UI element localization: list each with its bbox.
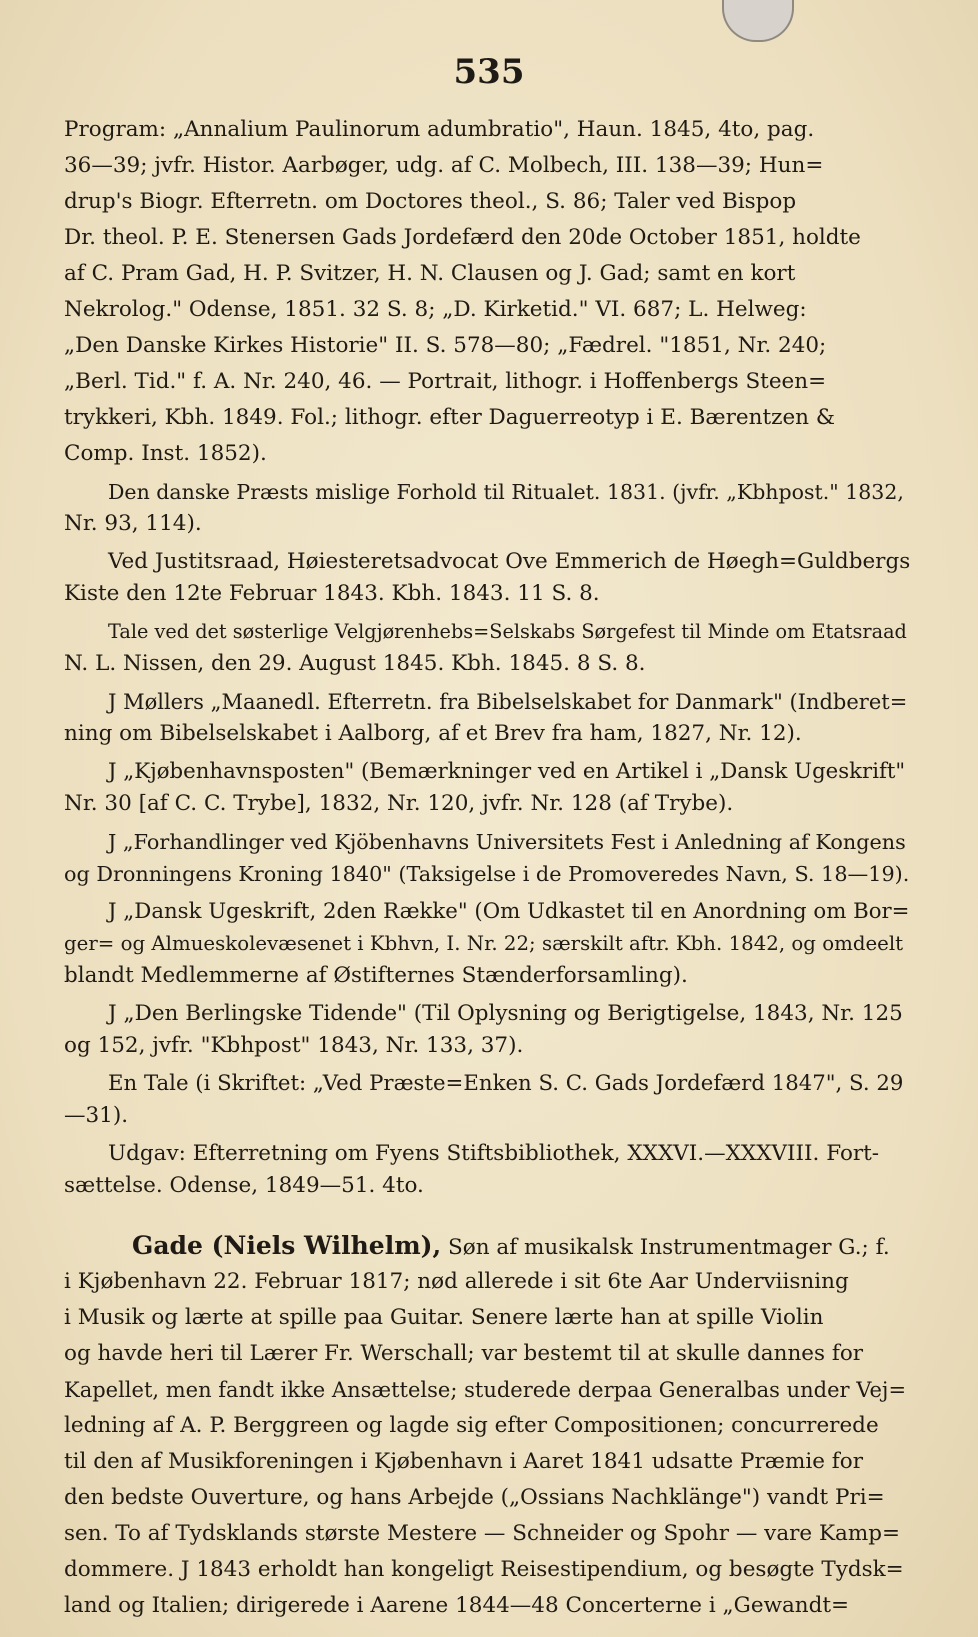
text-line: Program: „Annalium Paulinorum adumbratio", Haun. 1845, 4to, pag. bbox=[64, 117, 815, 142]
text-line: sen. To af Tydsklands største Mestere — Schneider og Spohr — vare Kamp= bbox=[64, 1521, 901, 1546]
text-line: ledning af A. P. Berggreen og lagde sig efter Compositionen; concurrerede bbox=[64, 1413, 879, 1438]
text-line: J „Forhandlinger ved Kjöbenhavns Universitets Fest i Anledning af Kongens bbox=[108, 830, 906, 854]
text-line: blandt Medlemmerne af Østifternes Stænderforsamling). bbox=[64, 963, 688, 988]
text-line: „Berl. Tid." f. A. Nr. 240, 46. — Portrait, lithogr. i Hoffenbergs Steen= bbox=[64, 369, 827, 394]
entry-first-line bbox=[132, 1232, 890, 1262]
text-line: dommere. J 1843 erholdt han kongeligt Reisestipendium, og besøgte Tydsk= bbox=[64, 1557, 904, 1582]
text-line: J „Den Berlingske Tidende" (Til Oplysning og Berigtigelse, 1843, Nr. 125 bbox=[108, 1001, 903, 1026]
text-line: til den af Musikforeningen i Kjøbenhavn i Aaret 1841 udsatte Præmie for bbox=[64, 1449, 863, 1474]
text-line: ning om Bibelselskabet i Aalborg, af et Brev fra ham, 1827, Nr. 12). bbox=[64, 721, 802, 746]
text-line: og 152, jvfr. "Kbhpost" 1843, Nr. 133, 37). bbox=[64, 1033, 524, 1058]
text-line: af C. Pram Gad, H. P. Svitzer, H. N. Clausen og J. Gad; samt en kort bbox=[64, 261, 796, 286]
text-line: Comp. Inst. 1852). bbox=[64, 441, 267, 466]
text-line: Tale ved det søsterlige Velgjørenhebs=Selskabs Sørgefest til Minde om Etatsraad bbox=[108, 620, 907, 643]
text-line: trykkeri, Kbh. 1849. Fol.; lithogr. efter Daguerreotyp i E. Bærentzen & bbox=[64, 405, 835, 430]
text-line: i Kjøbenhavn 22. Februar 1817; nød allerede i sit 6te Aar Underviisning bbox=[64, 1269, 849, 1294]
text-line: Kiste den 12te Februar 1843. Kbh. 1843. 11 S. 8. bbox=[64, 581, 600, 606]
text-line: J „Dansk Ugeskrift, 2den Række" (Om Udkastet til en Anordning om Bor= bbox=[108, 899, 910, 924]
text-line: Dr. theol. P. E. Stenersen Gads Jordefærd den 20de October 1851, holdte bbox=[64, 225, 861, 250]
text-line: den bedste Ouverture, og hans Arbejde („Ossians Nachklänge") vandt Pri= bbox=[64, 1485, 885, 1510]
text-line: Nekrolog." Odense, 1851. 32 S. 8; „D. Kirketid." VI. 687; L. Helweg: bbox=[64, 297, 807, 322]
text-line: J „Kjøbenhavnsposten" (Bemærkninger ved en Artikel i „Dansk Ugeskrift" bbox=[108, 759, 906, 784]
text-line: og havde heri til Lærer Fr. Werschall; var bestemt til at skulle dannes for bbox=[64, 1341, 864, 1366]
text-line: i Musik og lærte at spille paa Guitar. Senere lærte han at spille Violin bbox=[64, 1305, 824, 1330]
text-line: drup's Biogr. Efterretn. om Doctores theol., S. 86; Taler ved Bispop bbox=[64, 189, 797, 214]
text-line: Nr. 30 [af C. C. Trybe], 1832, Nr. 120, jvfr. Nr. 128 (af Trybe). bbox=[64, 791, 734, 816]
text-line: Ved Justitsraad, Høiesteretsadvocat Ove Emmerich de Høegh=Guldbergs bbox=[108, 549, 911, 574]
entry-name: Gade (Niels Wilhelm), bbox=[132, 1231, 442, 1260]
text-line: Udgav: Efterretning om Fyens Stiftsbibliothek, XXXVI.—XXXVIII. Fort- bbox=[108, 1141, 880, 1166]
text-line: N. L. Nissen, den 29. August 1845. Kbh. 1845. 8 S. 8. bbox=[64, 651, 646, 676]
text-line: Nr. 93, 114). bbox=[64, 511, 202, 536]
text-line: og Dronningens Kroning 1840" (Taksigelse i de Promoveredes Navn, S. 18—19). bbox=[64, 862, 910, 886]
text-line: land og Italien; dirigerede i Aarene 1844—48 Concerterne i „Gewandt= bbox=[64, 1593, 850, 1618]
text-line: ger= og Almueskolevæsenet i Kbhvn, I. Nr. 22; særskilt aftr. Kbh. 1842, og omdeelt bbox=[64, 932, 904, 955]
page-number: 535 bbox=[453, 52, 525, 92]
entry-text: Søn af musikalsk Instrumentmager G.; f. bbox=[448, 1235, 890, 1260]
text-line: sættelse. Odense, 1849—51. 4to. bbox=[64, 1173, 424, 1198]
text-line: En Tale (i Skriftet: „Ved Præste=Enken S. C. Gads Jordefærd 1847", S. 29 bbox=[108, 1071, 904, 1096]
text-line: Kapellet, men fandt ikke Ansættelse; studerede derpaa Generalbas under Vej= bbox=[64, 1378, 907, 1402]
text-line: J Møllers „Maanedl. Efterretn. fra Bibelselskabet for Danmark" (Indberet= bbox=[108, 690, 908, 714]
text-line: „Den Danske Kirkes Historie" II. S. 578—80; „Fædrel. "1851, Nr. 240; bbox=[64, 333, 827, 358]
text-line: —31). bbox=[64, 1103, 129, 1128]
text-line: Den danske Præsts mislige Forhold til Ritualet. 1831. (jvfr. „Kbhpost." 1832, bbox=[108, 480, 904, 504]
text-line: 36—39; jvfr. Histor. Aarbøger, udg. af C. Molbech, III. 138—39; Hun= bbox=[64, 153, 824, 178]
